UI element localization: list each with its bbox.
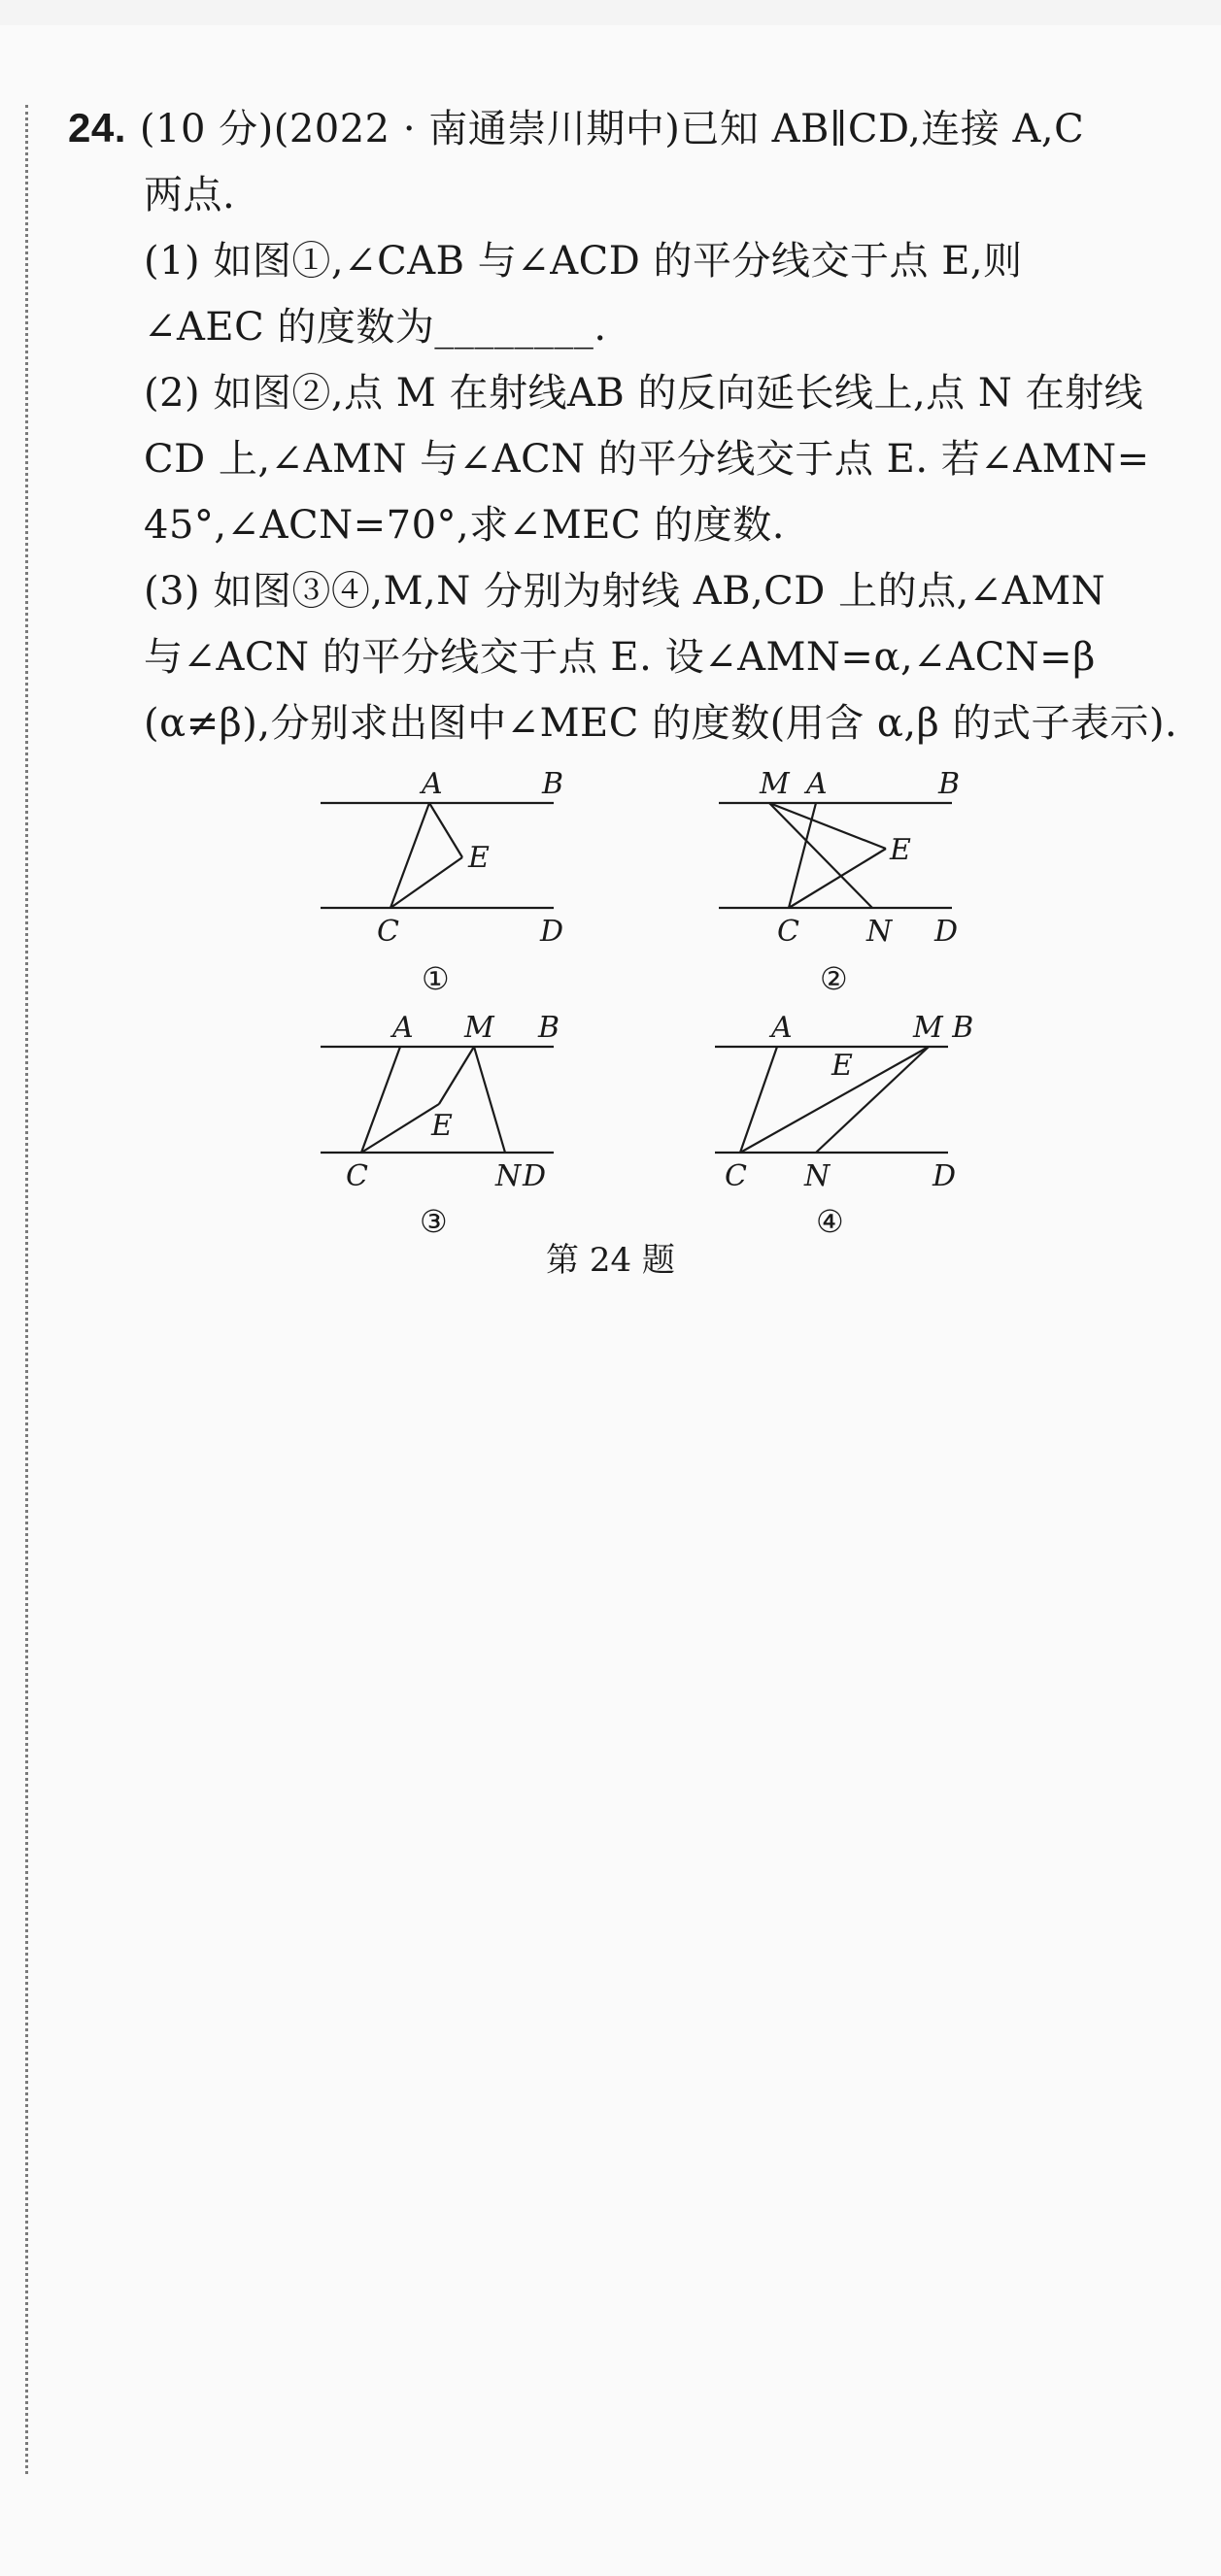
figure-1-diagram bbox=[321, 803, 554, 908]
fig3-segment-ac bbox=[361, 1047, 400, 1153]
figure-caption: 第 24 题 bbox=[546, 1241, 675, 1280]
question-24 bbox=[68, 95, 1178, 756]
geometry-figures bbox=[291, 753, 991, 1238]
fig2-segment-mn bbox=[769, 803, 872, 908]
fig4-number: ④ bbox=[816, 1203, 844, 1238]
fig2-label-c: C bbox=[777, 915, 799, 949]
fig2-label-b: B bbox=[938, 767, 961, 801]
fig1-label-b: B bbox=[542, 767, 564, 801]
question-line-3: (1) 如图①,∠CAB 与∠ACD 的平分线交于点 E,则 bbox=[144, 239, 1023, 284]
fig2-label-m: M bbox=[760, 767, 790, 801]
question-line-6: CD 上,∠AMN 与∠ACN 的平分线交于点 E. 若∠AMN= bbox=[144, 437, 1150, 482]
binding-margin-dotted-rule bbox=[25, 105, 28, 2474]
fig4-label-n: N bbox=[804, 1159, 831, 1193]
fig2-label-a: A bbox=[806, 767, 828, 801]
fig1-segment-ce bbox=[390, 857, 462, 908]
fig3-label-c: C bbox=[346, 1159, 368, 1193]
fig3-label-e: E bbox=[431, 1109, 453, 1143]
fig2-label-e: E bbox=[890, 833, 911, 867]
question-line-1 bbox=[68, 95, 1146, 162]
fig4-label-d: D bbox=[933, 1159, 957, 1193]
fig1-segment-ac bbox=[390, 803, 429, 908]
fig3-segment-em bbox=[439, 1047, 474, 1104]
question-line-7: 45°,∠ACN=70°,求∠MEC 的度数. bbox=[144, 503, 785, 548]
fig2-segment-ce bbox=[789, 849, 886, 908]
fig4-label-mb: M B bbox=[913, 1011, 974, 1045]
figure-2-diagram bbox=[719, 803, 952, 908]
fig4-label-e: E bbox=[831, 1049, 853, 1083]
fig2-number: ② bbox=[820, 960, 848, 997]
fig3-number: ③ bbox=[420, 1203, 448, 1238]
fig4-label-c: C bbox=[725, 1159, 747, 1193]
question-line-5: (2) 如图②,点 M 在射线AB 的反向延长线上,点 N 在射线 bbox=[144, 371, 1144, 416]
top-band bbox=[0, 0, 1221, 25]
fig3-label-a: A bbox=[392, 1011, 414, 1045]
fig3-label-b: B bbox=[538, 1011, 560, 1045]
fig4-segment-ac bbox=[740, 1047, 777, 1153]
fig1-label-a: A bbox=[422, 767, 443, 801]
fig3-label-m: M bbox=[464, 1011, 494, 1045]
question-number: 24. bbox=[68, 105, 126, 151]
fig2-segment-me bbox=[769, 803, 886, 849]
fig4-label-a: A bbox=[771, 1011, 793, 1045]
fig1-label-e: E bbox=[468, 841, 490, 875]
figure-group bbox=[291, 753, 991, 1238]
question-line-9: 与∠ACN 的平分线交于点 E. 设∠AMN=α,∠ACN=β bbox=[144, 635, 1096, 680]
fig2-label-d: D bbox=[934, 915, 959, 949]
question-line-10: (α≠β),分别求出图中∠MEC 的度数(用含 α,β 的式子表示). bbox=[144, 701, 1178, 746]
fig1-label-d: D bbox=[540, 915, 564, 949]
question-text-1: (10 分)(2022 · 南通崇川期中)已知 AB∥CD,连接 A,C bbox=[139, 107, 1085, 151]
question-line-8: (3) 如图③④,M,N 分别为射线 AB,CD 上的点,∠AMN bbox=[144, 569, 1106, 614]
fig3-label-d: D bbox=[523, 1159, 547, 1193]
question-line-4: ∠AEC 的度数为________. bbox=[144, 305, 607, 350]
fig1-number: ① bbox=[422, 960, 450, 997]
fig2-label-n: N bbox=[866, 915, 893, 949]
fig3-segment-ce bbox=[361, 1104, 439, 1153]
question-line-2: 两点. bbox=[144, 173, 236, 217]
fig3-label-n: N bbox=[495, 1159, 522, 1193]
fig3-segment-mn bbox=[474, 1047, 505, 1153]
fig1-label-c: C bbox=[377, 915, 399, 949]
fig1-segment-ae bbox=[429, 803, 462, 857]
